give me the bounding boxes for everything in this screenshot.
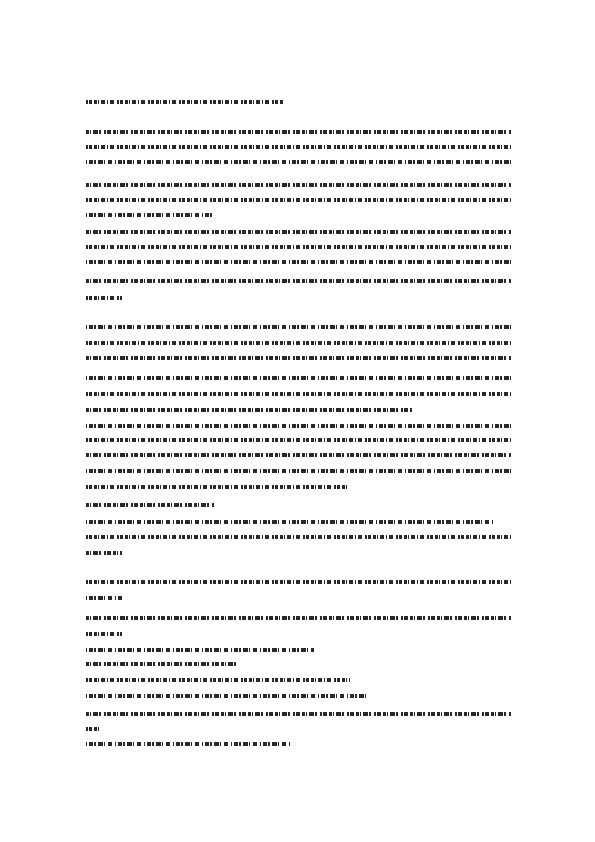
text-line — [86, 596, 122, 600]
text-line — [86, 742, 292, 746]
text-line — [86, 356, 512, 360]
text-line — [86, 580, 512, 584]
text-line — [86, 198, 512, 202]
text-line — [86, 712, 512, 716]
text-line — [86, 376, 512, 380]
text-line — [86, 392, 512, 396]
text-line — [86, 535, 512, 539]
text-line — [86, 648, 314, 652]
text-line — [86, 341, 512, 345]
text-line — [86, 183, 512, 187]
text-line — [86, 727, 100, 731]
text-line — [86, 325, 512, 329]
text-line — [86, 213, 212, 217]
text-line — [86, 438, 512, 442]
text-line — [86, 230, 512, 234]
text-line — [86, 453, 512, 457]
text-line — [86, 296, 122, 300]
text-line — [86, 503, 214, 507]
heading-line — [86, 100, 284, 104]
text-line — [86, 616, 512, 620]
text-line — [86, 632, 122, 636]
text-line — [86, 130, 512, 134]
text-line — [86, 408, 412, 412]
text-line — [86, 245, 512, 249]
text-line — [86, 469, 512, 473]
text-line — [86, 485, 348, 489]
text-line — [86, 160, 512, 164]
text-line — [86, 260, 512, 264]
text-line — [86, 520, 494, 524]
text-line — [86, 694, 366, 698]
text-line — [86, 551, 122, 555]
text-line — [86, 145, 512, 149]
text-line — [86, 279, 512, 283]
text-line — [86, 662, 236, 666]
text-line — [86, 424, 512, 428]
text-line — [86, 678, 350, 682]
